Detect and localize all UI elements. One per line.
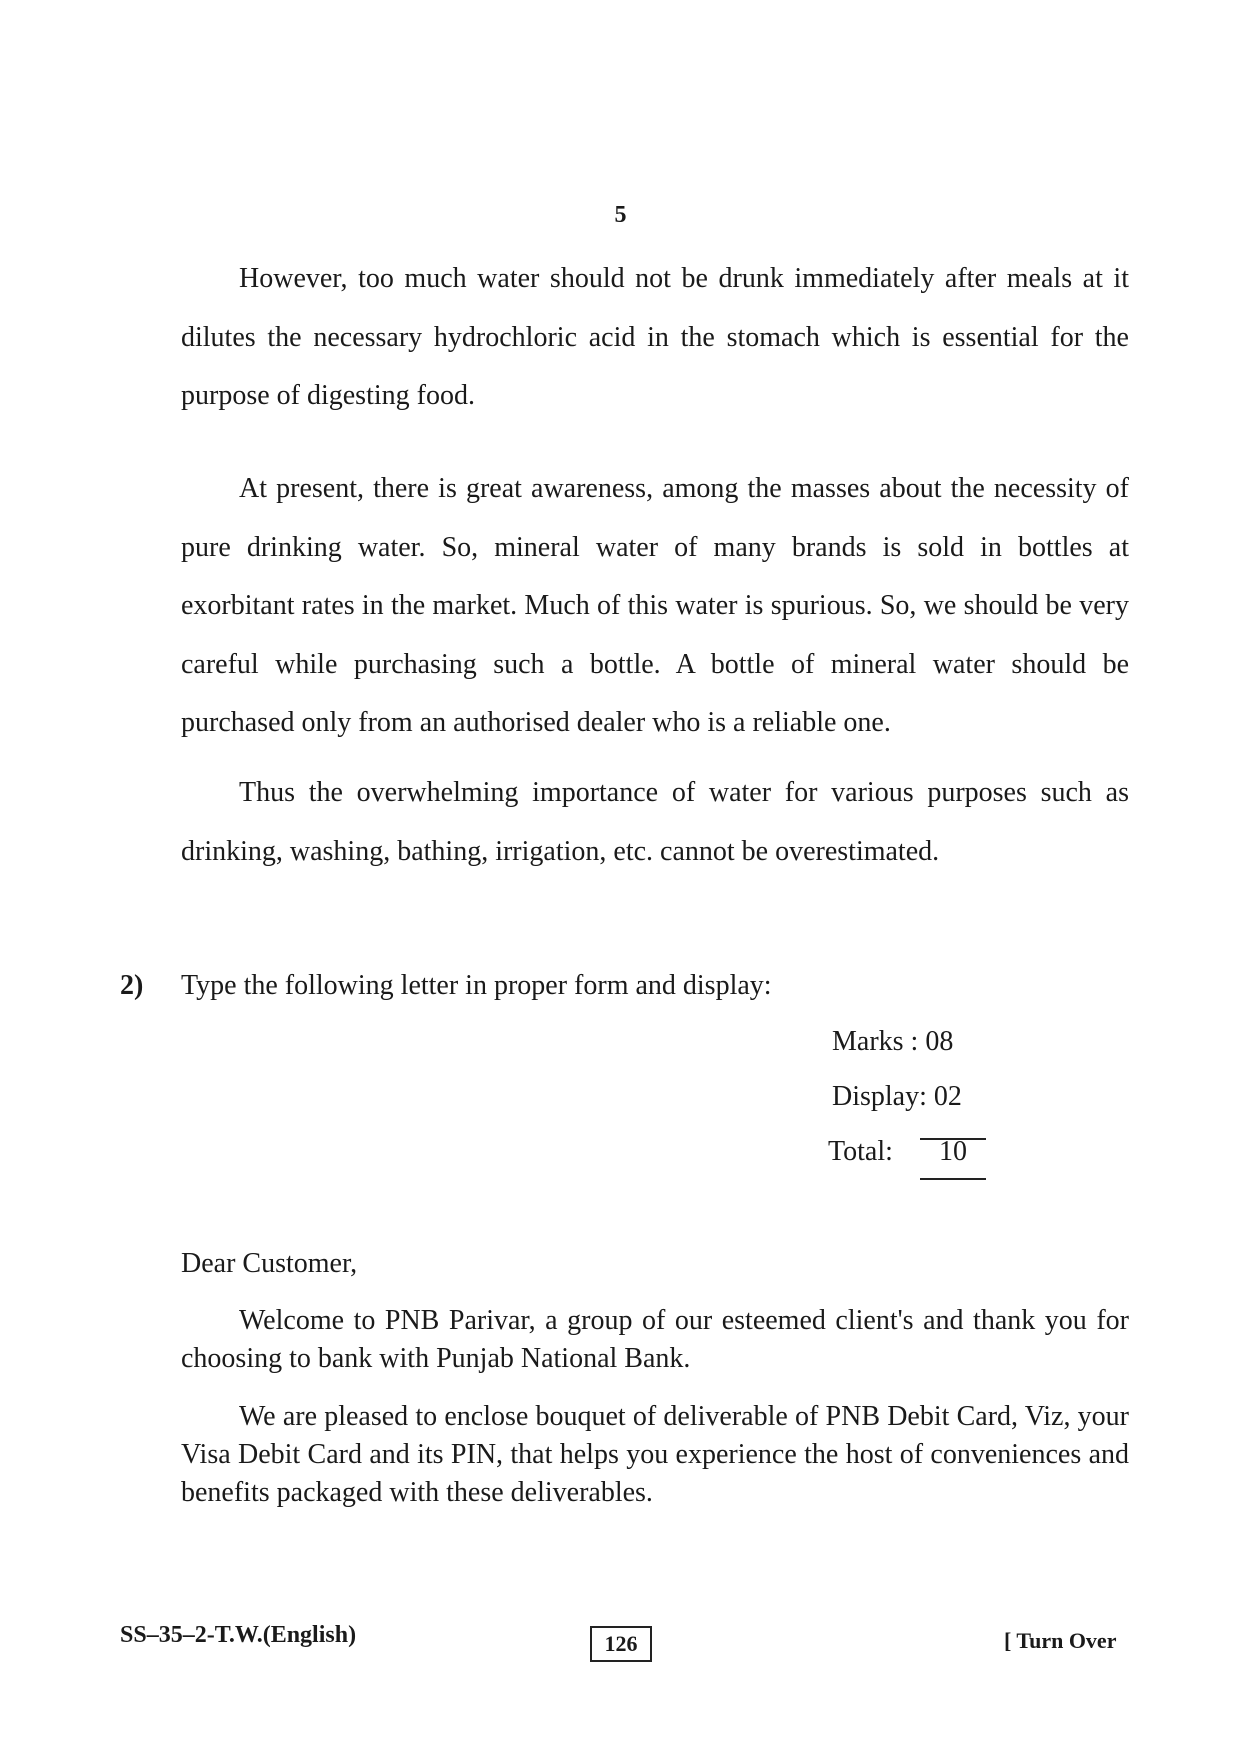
total-rule-bottom [920,1178,986,1180]
total-value: 10 [939,1136,967,1167]
question-number: 2) [120,970,144,1001]
display-marks-line: Display: 02 [832,1081,962,1112]
turn-over-label: [ Turn Over [1004,1628,1117,1653]
body-paragraph-1 [181,250,1129,426]
paragraph-text: Welcome to PNB Parivar, a group of our esteemed client's and thank you for choosing to bank with Punjab National Bank. [181,1305,1129,1374]
total-rule-top [920,1138,986,1140]
letter-paragraph-1 [181,1302,1129,1378]
letter-paragraph-2 [181,1398,1129,1512]
body-paragraph-2 [181,460,1129,753]
body-paragraph-3 [181,764,1129,881]
paragraph-text: However, too much water should not be drunk immediately after meals at it dilutes the necessary hydrochloric acid in the stomach which is essential for the purpose of digesting food. [181,263,1129,411]
letter-salutation: Dear Customer, [181,1248,358,1279]
paper-code: SS–35–2-T.W.(English) [120,1622,357,1648]
paragraph-text: At present, there is great awareness, among the masses about the necessity of pure drinking water. So, mineral water of many brands is sold in bottles at exorbitant rates in the market. Much of this water is spurious. So, we should be very careful while purchasing such a bottle. A bottle of mineral water should be purchased only from an authorised dealer who is a reliable one. [181,473,1129,738]
marks-line: Marks : 08 [832,1026,954,1057]
paragraph-text: Thus the overwhelming importance of water for various purposes such as drinking, washing, bathing, irrigation, etc. cannot be overestimated. [181,777,1129,867]
footer-page-number: 126 [590,1626,652,1662]
page-number: 5 [614,202,627,228]
total-label: Total: [828,1136,893,1167]
question-text: Type the following letter in proper form and display: [181,970,772,1001]
paragraph-text: We are pleased to enclose bouquet of deliverable of PNB Debit Card, Viz, your Visa Debit Card and its PIN, that helps you experience the host of conveniences and benefits packaged with these deliverables. [181,1401,1129,1508]
